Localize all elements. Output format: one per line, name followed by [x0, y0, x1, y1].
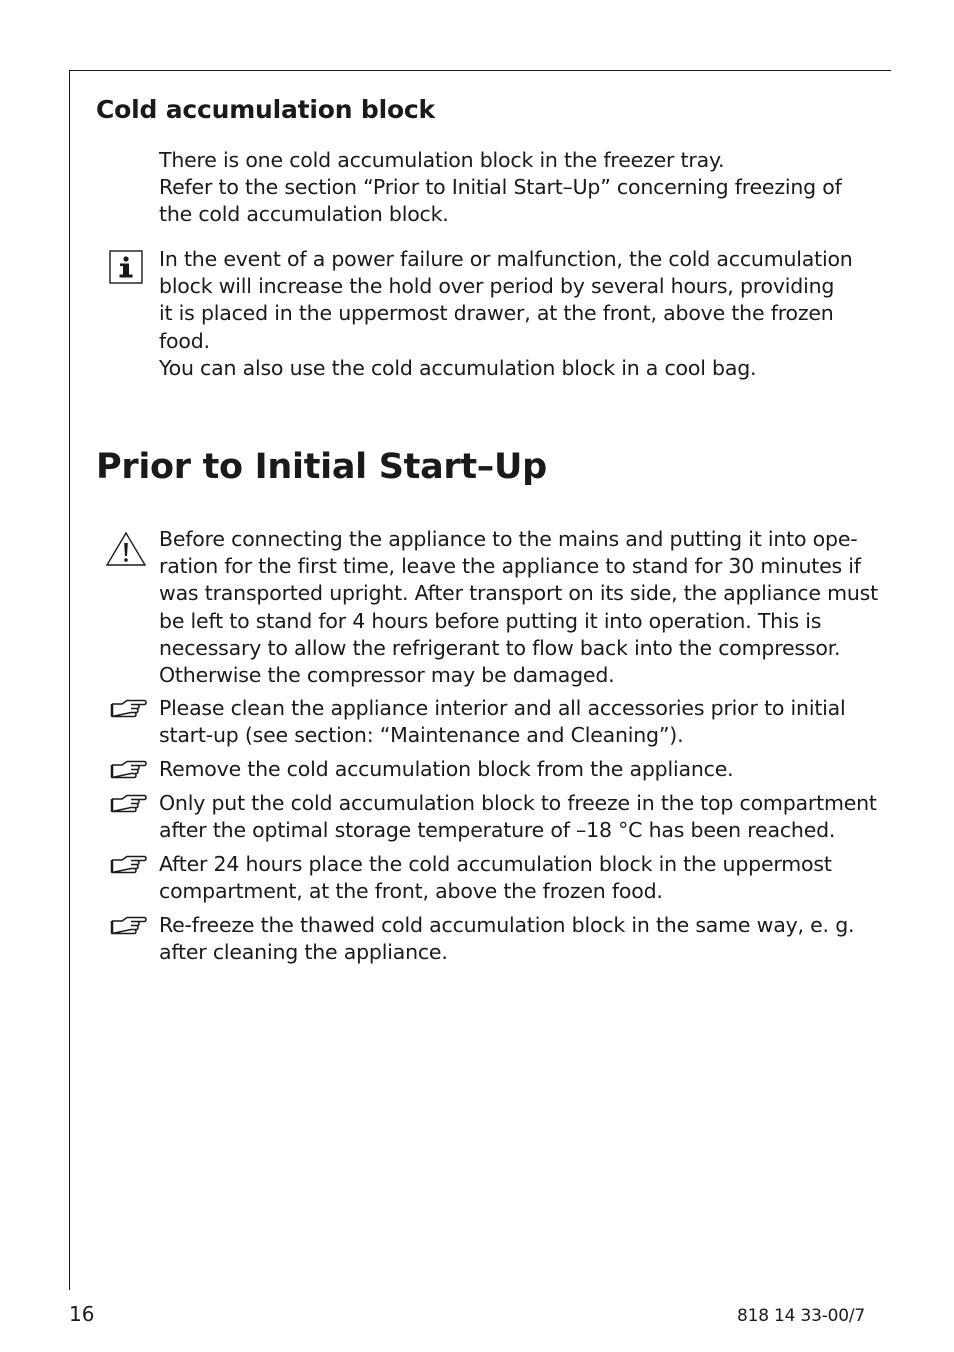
text-line: food. [159, 328, 210, 353]
text-line: You can also use the cold accumulation block in a cool bag. [159, 355, 757, 380]
text-line: be left to stand for 4 hours before putting it into operation. This is [159, 608, 822, 633]
text-line: Remove the cold accumulation block from the appliance. [159, 757, 734, 781]
page-number: 16 [69, 1302, 95, 1326]
text-line: after the optimal storage temperature of –18 °C has been reached. [159, 818, 836, 843]
step-2 [159, 756, 874, 783]
warning-paragraph [159, 526, 878, 689]
text-line: the cold accumulation block. [159, 202, 449, 227]
step-5 [159, 912, 874, 966]
section-title-cold-accumulation: Cold accumulation block [96, 95, 435, 124]
text-line: After 24 hours place the cold accumulation block in the uppermost [159, 852, 832, 876]
pointing-hand-icon [109, 759, 147, 781]
text-line: Before connecting the appliance to the mains and putting it into ope- [159, 527, 858, 551]
warning-icon [104, 530, 148, 568]
text-line: block will increase the hold over period by several hours, providing [159, 274, 835, 299]
pointing-hand-icon [109, 854, 147, 876]
text-line: after cleaning the appliance. [159, 940, 448, 965]
step-1 [159, 695, 874, 749]
step-3 [159, 790, 877, 844]
text-line: Please clean the appliance interior and all accessories prior to initial [159, 696, 846, 720]
text-line: ration for the first time, leave the appliance to stand for 30 minutes if [159, 554, 861, 579]
document-code: 818 14 33-00/7 [737, 1306, 866, 1326]
text-line: In the event of a power failure or malfunction, the cold accumulation [159, 247, 853, 271]
text-line: necessary to allow the refrigerant to flow back into the compressor. [159, 635, 841, 660]
text-line: Otherwise the compressor may be damaged. [159, 663, 615, 688]
cold-intro-paragraph [159, 147, 874, 229]
text-line: start-up (see section: “Maintenance and Cleaning”). [159, 723, 684, 748]
text-line: Re-freeze the thawed cold accumulation block in the same way, e. g. [159, 913, 855, 937]
pointing-hand-icon [109, 915, 147, 937]
text-line: Refer to the section “Prior to Initial Start–Up” concerning freezing of [159, 175, 842, 200]
info-icon [109, 250, 143, 284]
section-title-prior-start-up: Prior to Initial Start–Up [96, 447, 547, 487]
step-4 [159, 851, 874, 905]
text-line: was transported upright. After transport on its side, the appliance must [159, 581, 878, 606]
text-line: it is placed in the uppermost drawer, at the front, above the frozen [159, 301, 834, 326]
pointing-hand-icon [109, 793, 147, 815]
text-line: Only put the cold accumulation block to freeze in the top compartment [159, 791, 877, 815]
text-line: compartment, at the front, above the frozen food. [159, 879, 663, 904]
top-rule [69, 70, 891, 71]
pointing-hand-icon [109, 698, 147, 720]
left-rule [69, 70, 70, 1290]
text-line: There is one cold accumulation block in the freezer tray. [159, 148, 725, 172]
info-paragraph [159, 246, 874, 382]
